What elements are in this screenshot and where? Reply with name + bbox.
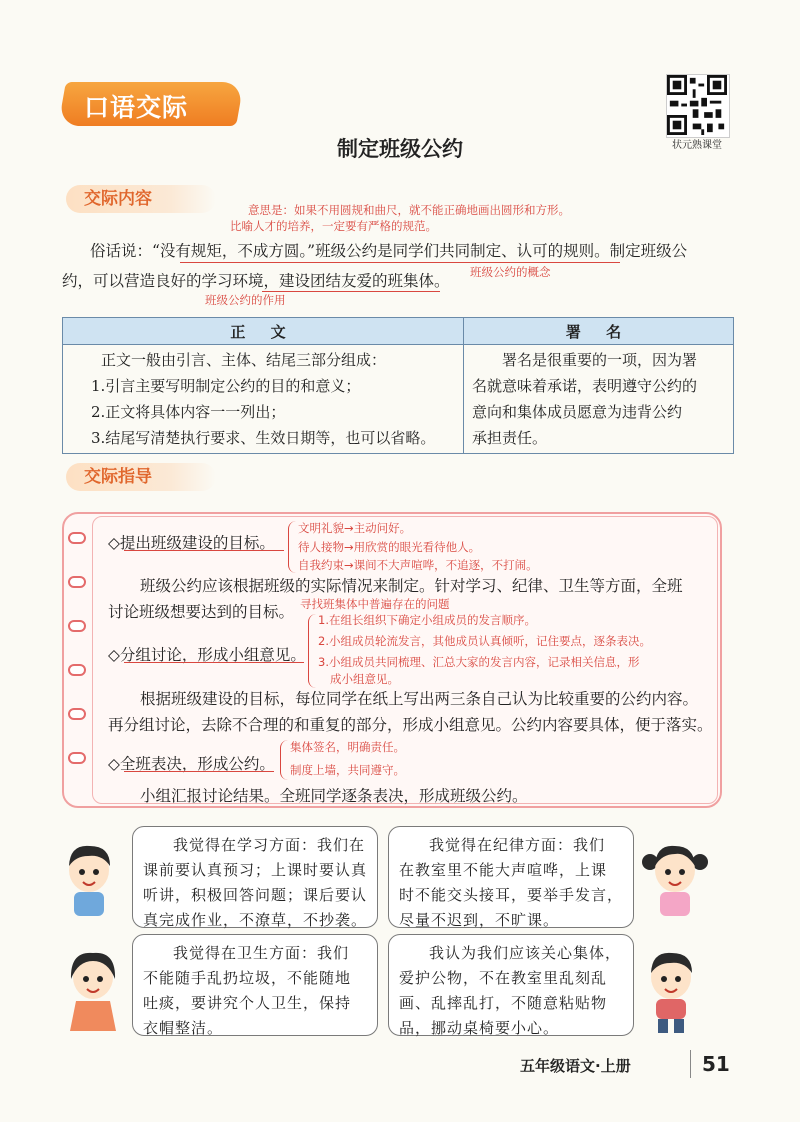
- format-table: [62, 317, 734, 454]
- step-group-discussion: ◇分组讨论，形成小组意见。: [108, 646, 306, 664]
- oral-communication-banner: [62, 82, 240, 126]
- annotation-goal: 自我约束→课间不大声喧哗，不追逐，不打闹。: [298, 558, 538, 572]
- book-title: 五年级语文·上册: [520, 1057, 631, 1075]
- content-paragraph-line2: 约，可以营造良好的学习环境，建设团结友爱的班集体。: [62, 272, 450, 290]
- qr-label: 状元熟课堂: [672, 140, 722, 151]
- annotation-goal: 文明礼貌→主动问好。: [298, 521, 412, 535]
- bubble-line: 在教室里不能大声喧哗，上课: [399, 861, 608, 879]
- annotation-procedure: 1.在组长组织下确定小组成员的发言顺序。: [318, 613, 536, 627]
- annotation-procedure: 3.小组成员共同梳理、汇总大家的发言内容，记录相关信息，形: [318, 655, 640, 669]
- table-line: 承担责任。: [472, 429, 548, 447]
- guide-paragraph: 根据班级建设的目标，每位同学在纸上写出两三条自己认为比较重要的公约内容。: [140, 690, 699, 708]
- table-line: 意向和集体成员愿意为违背公约: [472, 403, 683, 421]
- bubble-line: 吐痰，要讲究个人卫生，保持: [143, 994, 352, 1012]
- binder-ring: [68, 620, 86, 632]
- annotation-procedure: 2.小组成员轮流发言，其他成员认真倾听，记住要点，逐条表决。: [318, 634, 651, 648]
- underline: [124, 771, 274, 772]
- annotation-goal: 待人接物→用欣赏的眼光看待他人。: [298, 540, 481, 554]
- underline: [262, 291, 440, 292]
- speech-bubble-collective: [388, 934, 634, 1036]
- bubble-line: 我认为我们应该关心集体，: [429, 944, 622, 962]
- binder-ring: [68, 532, 86, 544]
- bracket: [308, 614, 317, 688]
- annotation-concept: 班级公约的概念: [470, 265, 551, 279]
- underline: [180, 262, 620, 263]
- guide-paragraph: 小组汇报讨论结果。全班同学逐条表决，形成班级公约。: [140, 787, 528, 805]
- qr-code-icon[interactable]: [666, 74, 730, 138]
- binder-ring: [68, 664, 86, 676]
- table-line: 3.结尾写清楚执行要求、生效日期等，也可以省略。: [91, 429, 436, 447]
- table-cell-body: [63, 345, 464, 454]
- speech-bubble-discipline: [388, 826, 634, 928]
- table-line: 1.引言主要写明制定公约的目的和意义；: [91, 377, 361, 395]
- binder-ring: [68, 576, 86, 588]
- speech-bubble-study: [132, 826, 378, 928]
- table-line: 正文一般由引言、主体、结尾三部分组成：: [101, 351, 387, 369]
- bubble-line: 尽量不迟到，不旷课。: [399, 911, 560, 929]
- bubble-line: 不能随手乱扔垃圾，不能随地: [143, 969, 352, 987]
- annotation-procedure: 成小组意见。: [330, 672, 399, 686]
- binder-ring: [68, 708, 86, 720]
- step-class-vote: ◇全班表决，形成公约。: [108, 755, 275, 773]
- table-header-signature: 署 名: [464, 318, 734, 345]
- content-paragraph-line1: 俗话说：“没有规矩，不成方圆。”班级公约是同学们共同制定、认可的规则。制定班级公: [90, 242, 688, 260]
- girl-character-icon: [640, 838, 710, 922]
- table-line: 名就意味着承诺，表明遵守公约的: [472, 377, 698, 395]
- bubble-line: 我觉得在卫生方面：我们: [173, 944, 350, 962]
- bracket: [280, 740, 289, 780]
- bubble-line: 我觉得在学习方面：我们在: [173, 836, 366, 854]
- annotation-common-problem: 寻找班集体中普遍存在的问题: [300, 597, 450, 611]
- girl-character-icon: [58, 945, 128, 1039]
- underline: [124, 662, 304, 663]
- bubble-line: 衣帽整洁。: [143, 1019, 224, 1037]
- boy-character-icon: [640, 945, 702, 1039]
- bubble-line: 真完成作业，不潦草，不抄袭。: [143, 911, 368, 929]
- underline: [124, 550, 284, 551]
- speech-bubble-hygiene: [132, 934, 378, 1036]
- annotation-meaning: 意思是：如果不用圆规和曲尺，就不能正确地画出圆形和方形。: [248, 203, 570, 217]
- bubble-line: 听讲，积极回答问题；课后要认: [143, 886, 368, 904]
- table-header-body: 正 文: [63, 318, 464, 345]
- bubble-line: 品，挪动桌椅要小心。: [399, 1019, 560, 1037]
- boy-character-icon: [58, 838, 120, 922]
- guide-paragraph: 再分组讨论，去除不合理的和重复的部分，形成小组意见。公约内容要具体，便于落实。: [108, 716, 713, 734]
- section-heading-guide: 交际指导: [66, 463, 216, 491]
- bracket: [288, 521, 297, 573]
- step-set-goals: ◇提出班级建设的目标。: [108, 534, 275, 552]
- bubble-line: 画、乱摔乱打，不随意粘贴物: [399, 994, 608, 1012]
- table-line: 2.正文将具体内容一一列出；: [91, 403, 286, 421]
- annotation-function: 班级公约的作用: [205, 293, 286, 307]
- table-cell-signature: [464, 345, 734, 454]
- section-heading-content: 交际内容: [66, 185, 216, 213]
- annotation-vote: 制度上墙，共同遵守。: [290, 763, 405, 777]
- bubble-line: 我觉得在纪律方面：我们: [429, 836, 606, 854]
- page-number: 51: [702, 1052, 730, 1076]
- banner-label: 口语交际: [84, 93, 189, 122]
- binder-ring: [68, 752, 86, 764]
- bubble-line: 课前要认真预习；上课时要认真: [143, 861, 368, 879]
- bubble-line: 时不能交头接耳，要举手发言，: [399, 886, 624, 904]
- annotation-vote: 集体签名，明确责任。: [290, 740, 405, 754]
- guide-paragraph: 班级公约应该根据班级的实际情况来制定。针对学习、纪律、卫生等方面，全班: [140, 577, 683, 595]
- guide-paragraph: 讨论班级想要达到的目标。: [108, 603, 295, 621]
- table-line: 署名是很重要的一项，因为署: [502, 351, 698, 369]
- bubble-line: 爱护公物，不在教室里乱刻乱: [399, 969, 608, 987]
- page-title: 制定班级公约: [337, 136, 463, 161]
- annotation-metaphor: 比喻人才的培养，一定要有严格的规范。: [230, 219, 437, 233]
- footer-divider: [690, 1050, 691, 1078]
